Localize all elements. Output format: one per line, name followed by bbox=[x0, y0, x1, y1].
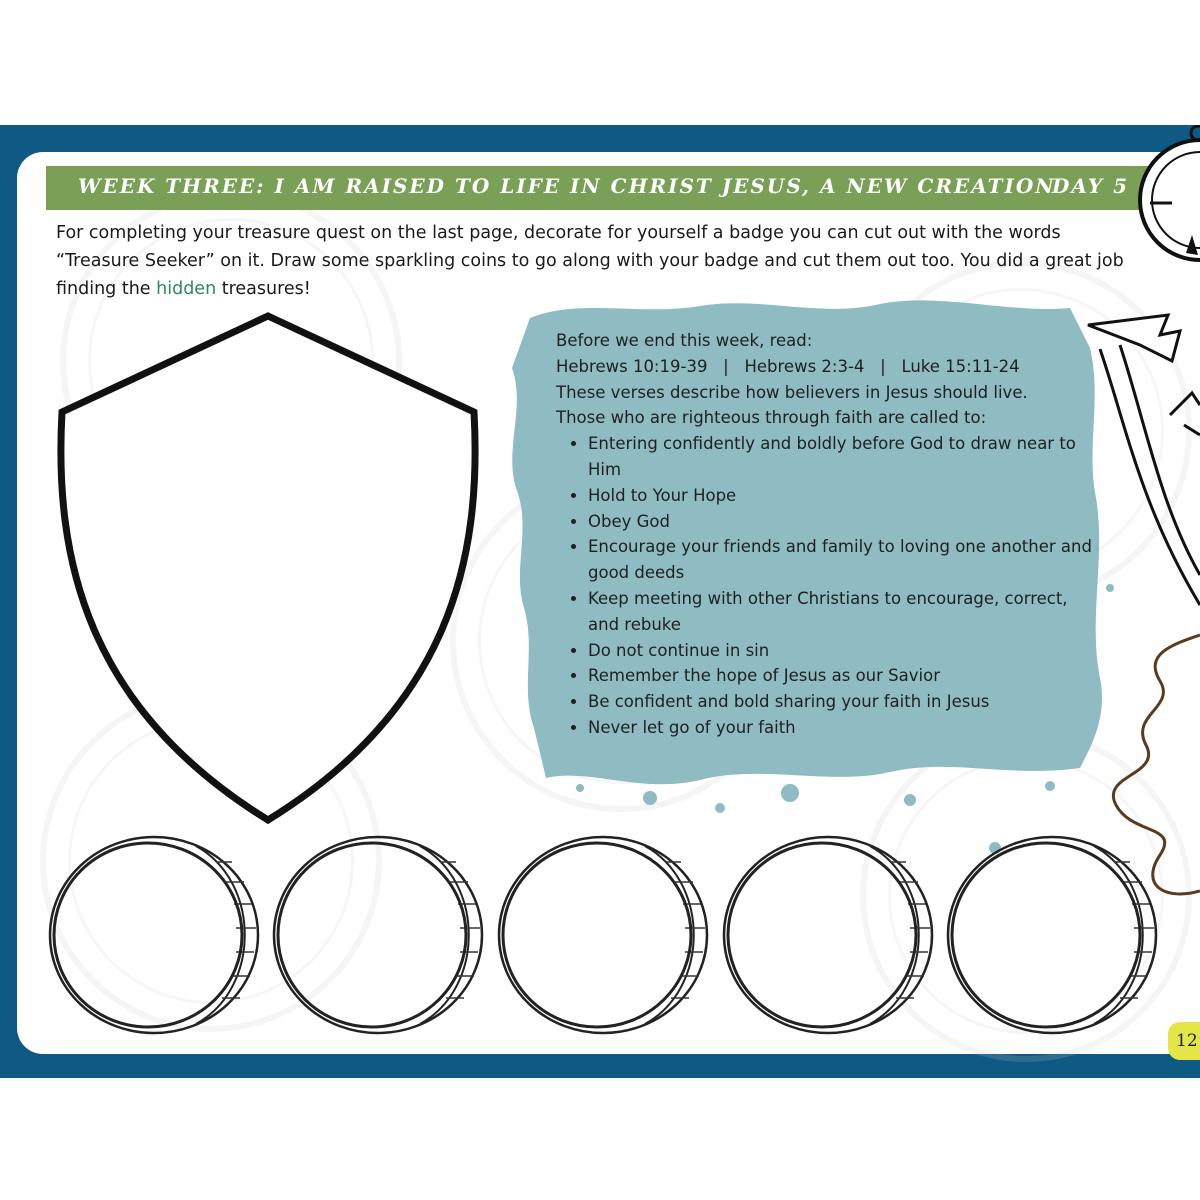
coin-outline-icon bbox=[270, 832, 486, 1038]
page-number: 12 bbox=[1168, 1022, 1200, 1060]
list-item: • Be confident and bold sharing your faith in Jesus bbox=[588, 689, 1096, 715]
coin-outline-icon bbox=[720, 832, 936, 1038]
list-item: • Do not continue in sin bbox=[588, 638, 1096, 664]
compass-icon bbox=[1140, 126, 1200, 260]
arrow-icon bbox=[1088, 315, 1200, 605]
instructions-highlight: hidden bbox=[156, 279, 217, 299]
shield-outline-icon bbox=[50, 308, 490, 834]
list-item: • Remember the hope of Jesus as our Savior bbox=[588, 663, 1096, 689]
reading-intro: Before we end this week, read: bbox=[556, 331, 813, 350]
list-item: • Entering confidently and boldly before God to draw near to Him bbox=[588, 431, 1096, 483]
instructions-text-end: treasures! bbox=[216, 279, 311, 299]
list-item: • Keep meeting with other Christians to encourage, correct, and rebuke bbox=[588, 586, 1096, 638]
coin-outline-icon bbox=[495, 832, 711, 1038]
reading-subheading: Those who are righteous through faith are called to: bbox=[556, 408, 987, 428]
reading-description: These verses describe how believers in Jesus should live. bbox=[556, 382, 1028, 402]
reading-box bbox=[556, 328, 1096, 741]
side-decorations bbox=[1080, 125, 1200, 945]
coin-outline-icon bbox=[46, 832, 262, 1038]
day-label: DAY 5 bbox=[1052, 174, 1130, 198]
list-item: • Never let go of your faith bbox=[588, 715, 1096, 741]
week-title: WEEK THREE: I AM RAISED TO LIFE IN CHRIST JESUS, A NEW CREATION bbox=[78, 174, 1056, 198]
list-item: • Obey God bbox=[588, 509, 1096, 535]
rope-icon bbox=[1113, 635, 1200, 894]
list-item: • Encourage your friends and family to loving one another and good deeds bbox=[588, 534, 1096, 586]
list-item: • Hold to Your Hope bbox=[588, 483, 1096, 509]
calling-list bbox=[556, 431, 1096, 741]
instructions-text-main: For completing your treasure quest on the last page, decorate for yourself a badge you can cut out with the words “Treasure Seeker” on it. Draw some sparkling coins to go along with your badge and cut them out too. You did a great job finding the bbox=[56, 223, 1124, 299]
reading-verses: Hebrews 10:19-39 | Hebrews 2:3-4 | Luke 15:11-24 bbox=[556, 356, 1020, 376]
